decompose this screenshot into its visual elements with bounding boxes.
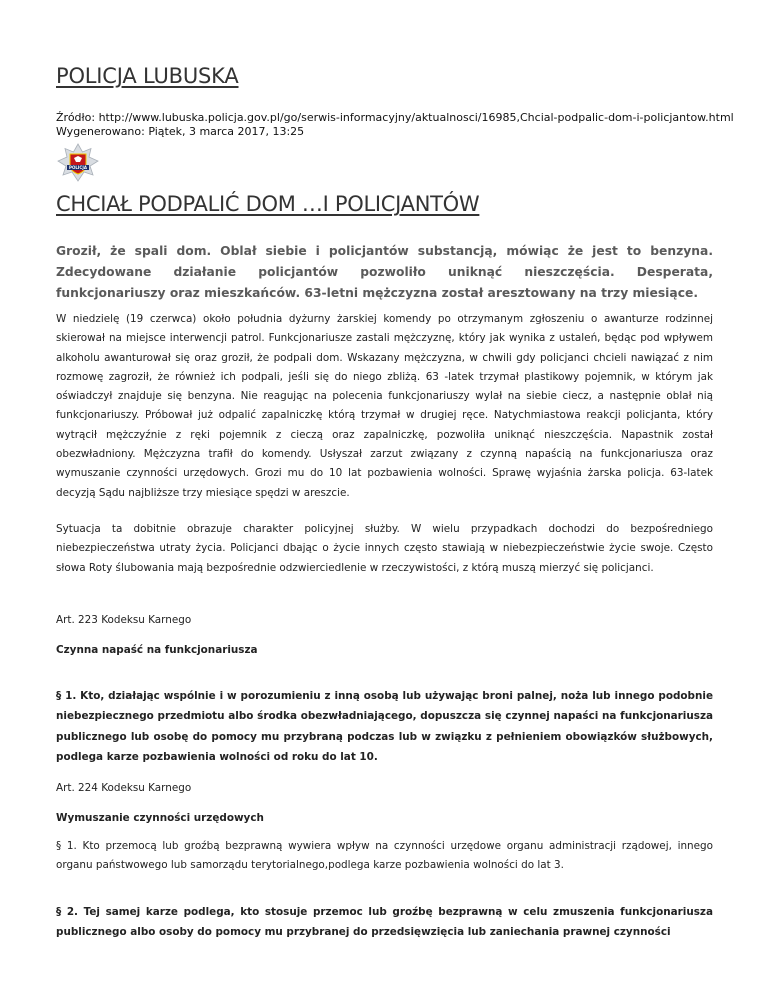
article-224-label: Art. 224 Kodeksu Karnego <box>56 782 192 794</box>
article-paragraph: Sytuacja ta dobitnie obrazuje charakter policyjnej służby. W wielu przypadkach dochodzi do bezpośredniego niebezpieczeństwa utraty życia. Policjanci dbając o życie innych często stawiają w niebezpieczeństwie życie swoje. Często słowa Roty ślubowania mają bezpośrednie odzwierciedlenie w rzeczywistości, z którą muszą mierzyć się policjanci. <box>56 523 713 574</box>
document-meta <box>56 111 734 139</box>
generated-line: Wygenerowano: Piątek, 3 marca 2017, 13:25 <box>56 125 305 138</box>
article-223-paragraph: § 1. Kto, działając wspólnie i w porozumieniu z inną osobą lub używając broni palnej, noża lub innego podobnie niebezpiecznego przedmiotu albo środka obezwładniającego, dopuszcza się czynnej napaści na funkcjonariusza publicznego lub osobę do pomocy mu przybraną podczas lub w związku z pełnieniem obowiązków służbowych, podlega karze pozbawienia wolności od roku do lat 10. <box>56 690 713 763</box>
article-title[interactable]: CHCIAŁ PODPALIĆ DOM …I POLICJANTÓW <box>56 192 480 216</box>
article-223-heading: Czynna napaść na funkcjonariusza <box>56 644 258 656</box>
article-223-label: Art. 223 Kodeksu Karnego <box>56 614 192 626</box>
article-224-heading: Wymuszanie czynności urzędowych <box>56 812 264 824</box>
article-224-paragraph-2: § 2. Tej samej karze podlega, kto stosuje przemoc lub groźbę bezprawną w celu zmuszenia funkcjonariusza publicznego albo osoby do pomocy mu przybranej do przedsięwzięcia lub zaniechania prawnej czynności <box>56 906 713 939</box>
source-line: Źródło: http://www.lubuska.policja.gov.pl/go/serwis-informacyjny/aktualnosci/16985,Chcial-podpalic-dom-i-policjantow.html <box>56 111 734 124</box>
article-224-paragraph: § 1. Kto przemocą lub groźbą bezprawną wywiera wpływ na czynności urzędowe organu administracji rządowej, innego organu państwowego lub samorządu terytorialnego,podlega karze pozbawienia wolności do lat 3. <box>56 840 713 872</box>
badge-text: POLICJA <box>69 165 87 171</box>
site-title[interactable]: POLICJA LUBUSKA <box>56 64 239 88</box>
police-star-badge-icon <box>56 143 100 183</box>
article-lead: Groził, że spali dom. Oblał siebie i policjantów substancją, mówiąc że jest to benzyna. Zdecydowane działanie policjantów pozwoliło uniknąć nieszczęścia. Desperata, funkcjonariuszy oraz mieszkańców. 63-letni mężczyzna został aresztowany na trzy miesiące. <box>56 244 713 300</box>
article-paragraph: W niedzielę (19 czerwca) około południa dyżurny żarskiej komendy po otrzymanym zgłoszeniu o awanturze rodzinnej skierował na miejsce interwencji patrol. Funkcjonariusze zastali mężczyznę, który jak wynika z ustaleń, będąc pod wpływem alkoholu awanturował się oraz groził, że podpali dom. Wskazany mężczyzna, w chwili gdy policjanci chcieli nawiązać z nim rozmowę zagroził, że również ich podpali, jeśli się do niego zbliżą. 63 -latek trzymał plastikowy pojemnik, w którym jak oświadczył znajduje się benzyna. Nie reagując na polecenia funkcjonariuszy wylał na siebie ciecz, a następnie oblał nią funkcjonariuszy. Próbował już odpalić zapalniczkę którą trzymał w drugiej ręce. Natychmiastowa reakcji policjanta, który wytrącił mężczyźnie z ręki pojemnik z cieczą oraz zapalniczkę, pozwoliła uniknąć nieszczęścia. Napastnik został obezwładniony. Mężczyzna trafił do komendy. Usłyszał zarzut związany z czynną napaścią na funkcjonariusza oraz wymuszanie czynności urzędowych. Grozi mu do 10 lat pozbawienia wolności. Sprawę wyjaśnia żarska policja. 63-latek decyzją Sądu najbliższe trzy miesiące spędzi w areszcie. <box>56 313 713 499</box>
